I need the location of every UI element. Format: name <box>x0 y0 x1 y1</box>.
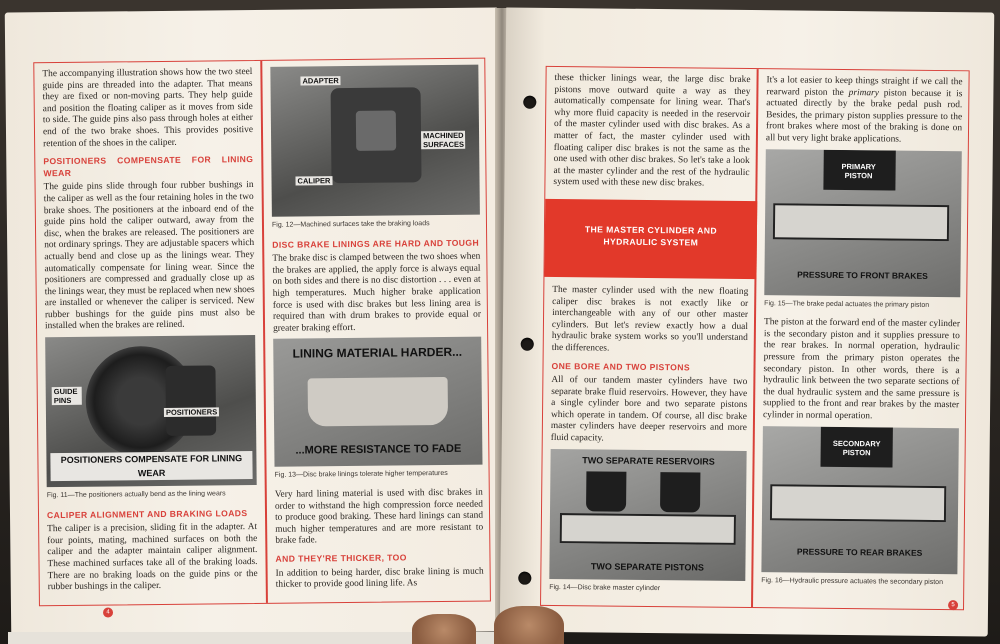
primary-piston-label: PRIMARY PISTON <box>841 161 876 180</box>
right-column-2 <box>761 75 962 596</box>
figure-14-bottom-label: TWO SEPARATE PISTONS <box>590 561 704 573</box>
binder-hole <box>521 338 534 351</box>
figure-15-photo <box>764 149 962 297</box>
reservoir-shape <box>660 472 700 512</box>
figure-13-photo <box>273 337 482 467</box>
figure-11-banner: POSITIONERS COMPENSATE FOR LINING WEAR <box>50 451 252 481</box>
figure-12-photo <box>270 65 480 217</box>
body-paragraph: The master cylinder used with the new floating caliper disc brakes is not exactly like or interchangeable with any of our other master cylinders. But let's review exactly how a dual hydraulic brake system works so you'll understand the differences. <box>551 284 749 354</box>
text-run: It's a lot easier to keep things straight if we call the rearward piston the <box>766 75 963 98</box>
figure-15-banner: PRESSURE TO FRONT BRAKES <box>797 269 928 281</box>
figure-15-caption: Fig. 15—The brake pedal actuates the primary piston <box>764 299 930 309</box>
text-run: piston because it is actuated directly by the brake pedal push rod. Besides, the primary piston supplies pressure to the front brakes where most of the braking is done on all but very light brake applications. <box>765 87 963 145</box>
cylinder-bore-shape <box>560 513 736 545</box>
section-title: THE MASTER CYLINDER AND HYDRAULIC SYSTEM <box>584 224 718 248</box>
adapter-label: ADAPTER <box>302 76 339 86</box>
left-page <box>5 7 504 636</box>
body-paragraph: these thicker linings wear, the large disc brake pistons move outward quite a way as they automatically compensate for lining wear. That's why more fluid capacity is needed in the reservoir of the master cylinder used with disc brakes. As a matter of fact, the master cylinder used with floating caliper disc brakes is not the same as the one used with other disc brakes. So let's take a look at the master cylinder and the rest of the hydraulic system used with these new disc brakes. <box>553 72 751 189</box>
figure-14-caption: Fig. 14—Disc brake master cylinder <box>549 583 661 592</box>
thumb <box>494 606 564 644</box>
section-title-box <box>544 199 757 279</box>
body-paragraph: The piston at the forward end of the master cylinder is the secondary piston and it supplies pressure to the rear brakes. In normal operation, hydraulic pressure from the primary piston operates the secondary piston. In other words, there is a hydraulic link between the two separate sections of the dual hydraulic system and the same pressure is supplied to the front and rear brakes by the master cylinder in normal operation. <box>762 317 961 422</box>
emphasis-text: primary <box>848 87 879 98</box>
cylinder-bore-shape <box>770 484 946 522</box>
figure-13-top-text: LINING MATERIAL HARDER... <box>292 345 463 361</box>
body-paragraph: The guide pins slide through four rubber bushings in the caliper as well as the four retaining holes in the two brake shoes. The positioners at the inboard end of the guide pins hold the caliper outward, away from the disc, when the brakes are released. The positioners are not ordinary springs. They are adjustable spacers which actually bend and close up as the linings wear. They automatically compensate for lining wear. Since the positioners are compressed and gradually close up as the linings wear, they must be replaced when new shoes are installed or whenever the caliper is serviced. New rubber bushings for the guide pins must also be installed when the brakes are relined. <box>43 180 255 332</box>
caliper-label: CALIPER <box>297 176 331 186</box>
body-paragraph: The caliper is a precision, sliding fit in the adapter. At four points, mating, machined surfaces on both the caliper and the adapter maintain caliper alignment. These machined surfaces take all of the braking loads. There are no braking loads on the guide pins or the rubber bushings in the caliper. <box>47 522 258 593</box>
section-heading: DISC BRAKE LININGS ARE HARD AND TOUGH <box>272 237 480 250</box>
figure-16-photo <box>761 426 959 574</box>
brake-pad-shape <box>308 377 448 426</box>
cylinder-bore-shape <box>773 203 949 241</box>
figure-12-caption: Fig. 12—Machined surfaces take the braking loads <box>271 220 430 229</box>
page-number-left: 4 <box>103 607 113 617</box>
caliper-body-shape <box>356 111 396 151</box>
figure-11-photo <box>45 335 257 487</box>
column-rule <box>260 61 267 603</box>
section-heading: POSITIONERS COMPENSATE FOR LINING WEAR <box>43 154 254 178</box>
body-paragraph <box>766 75 963 147</box>
binder-hole <box>518 572 531 585</box>
figure-11-caption: Fig. 11—The positioners actually bend as the lining wears <box>46 490 226 500</box>
column-rule <box>751 69 758 607</box>
left-column-1 <box>42 67 258 598</box>
left-column-2 <box>270 65 484 596</box>
figure-16-caption: Fig. 16—Hydraulic pressure actuates the secondary piston <box>761 576 944 586</box>
caliper-shape <box>165 365 216 436</box>
binder-hole <box>523 96 536 109</box>
reservoir-shape <box>586 471 626 511</box>
machined-surfaces-label: MACHINED SURFACES <box>423 130 465 150</box>
figure-14-photo <box>549 449 746 581</box>
intro-paragraph: The accompanying illustration shows how the two steel guide pins are threaded into the adapter. That means they are fixed or non-moving parts. They help guide and position the floating caliper as it moves from side to side. The guide pins also pass through holes at either end of the two brake shoes. This provides positive retention of the shoes in the caliper. <box>42 67 254 149</box>
secondary-piston-label: SECONDARY PISTON <box>832 438 881 457</box>
section-heading: AND THEY'RE THICKER, TOO <box>275 552 407 564</box>
thumb <box>412 614 476 644</box>
figure-13-caption: Fig. 13—Disc brake linings tolerate higher temperatures <box>274 470 448 480</box>
right-page-frame <box>540 66 970 610</box>
figure-14-top-label: TWO SEPARATE RESERVOIRS <box>582 454 715 467</box>
right-column-1 <box>549 73 751 603</box>
body-paragraph: Very hard lining material is used with disc brakes in order to withstand the high compression force needed to produce good braking. These hard linings can stand much higher temperatures and are more resistant to brake fade. <box>274 487 484 547</box>
body-paragraph: In addition to being harder, disc brake lining is much thicker to provide good lining life. As <box>275 566 484 590</box>
body-paragraph: The brake disc is clamped between the two shoes when the brakes are applied, the apply force is always equal on both sides and there is no disc distortion . . . even at high temperatures. Much higher brake application force is used with disc brakes but less lining area is required than with drum brakes to provide equal or greater braking effort. <box>272 251 481 334</box>
guide-pins-label: GUIDE PINS <box>52 387 82 405</box>
section-heading: CALIPER ALIGNMENT AND BRAKING LOADS <box>46 507 248 520</box>
section-heading: ONE BORE AND TWO PISTONS <box>551 360 691 372</box>
left-page-frame <box>33 58 491 607</box>
positioners-label: POSITIONERS <box>165 407 218 417</box>
right-page <box>500 7 995 636</box>
body-paragraph: All of our tandem master cylinders have two separate brake fluid reservoirs. However, they have a single cylinder bore and two separate pistons which operate in tandem. Of course, all disc brake master cylinders have deeper reservoirs and more fluid capacity. <box>550 375 748 444</box>
figure-13-bottom-text: ...MORE RESISTANCE TO FADE <box>295 442 462 457</box>
page-number-right: 5 <box>948 600 958 610</box>
figure-16-banner: PRESSURE TO REAR BRAKES <box>796 546 923 558</box>
